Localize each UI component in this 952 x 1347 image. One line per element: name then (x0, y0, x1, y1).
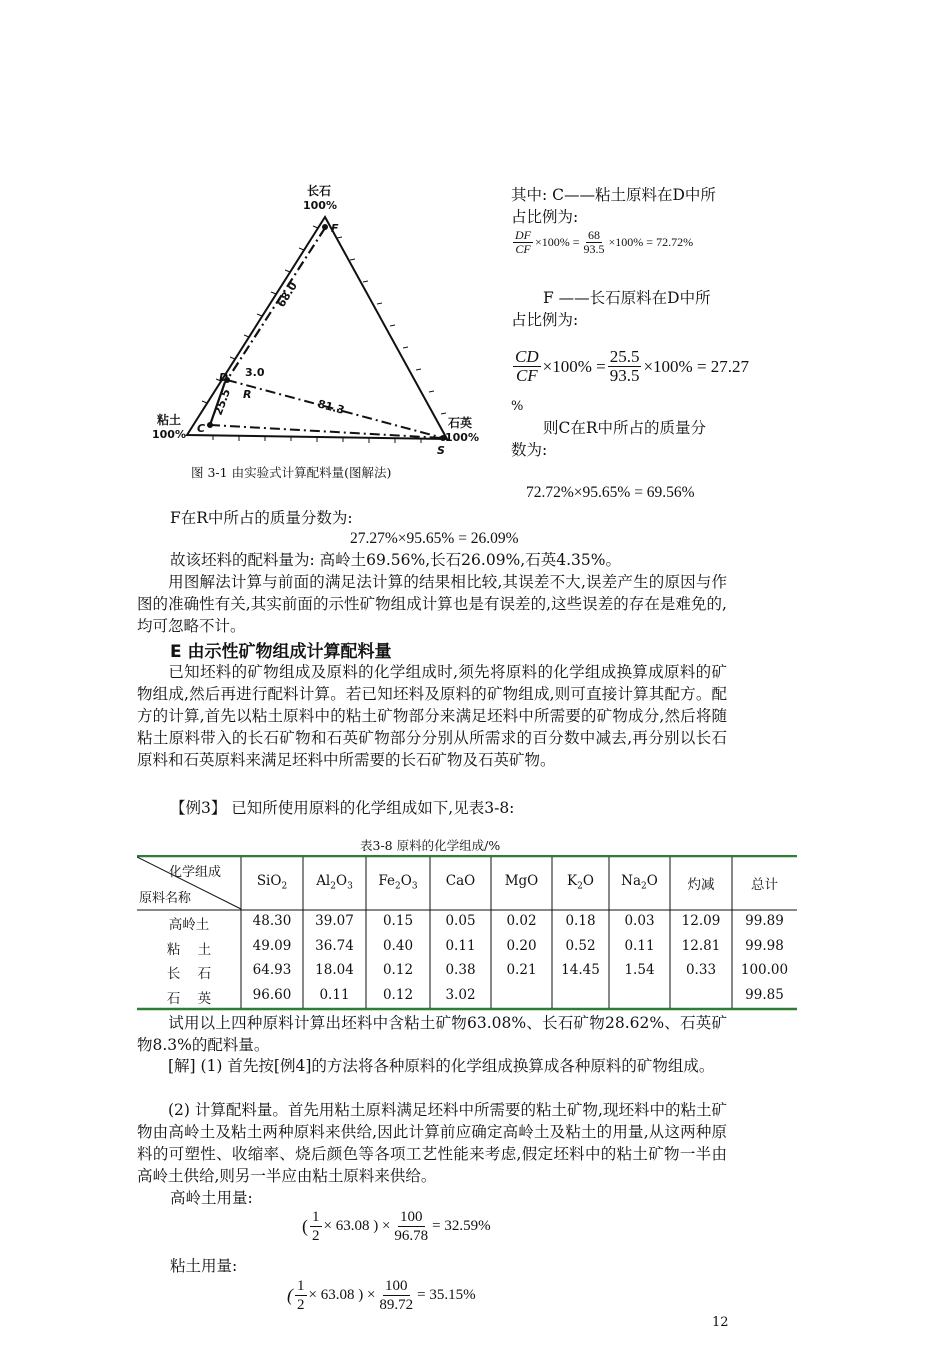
table-row-name: 粘 土 (166, 941, 212, 958)
formula-2 (511, 348, 749, 385)
f1-num1: DF (515, 228, 531, 242)
table-cell: 0.20 (506, 937, 537, 954)
right-line-3: F ——长石原料在D中所 (543, 289, 711, 307)
ternary-diagram (145, 180, 495, 465)
table-header-cell: 灼减 (687, 877, 715, 893)
para-solution-1 (137, 1055, 727, 1077)
table-header-cell: MgO (504, 873, 539, 889)
table-row-name: 高岭土 (168, 917, 210, 933)
table-cell: 18.04 (315, 962, 354, 978)
table-row-name: 石 英 (166, 990, 212, 1007)
value-68: 68.0 (274, 279, 300, 310)
para-question (137, 1012, 727, 1056)
table-caption: 表3-8 原料的化学组成/% (360, 838, 501, 853)
f2-num1: CD (515, 347, 539, 366)
table-cell: 0.03 (624, 913, 655, 929)
f1-end: ×100% = 72.72% (608, 235, 694, 249)
f2-end: ×100% = 27.27 (643, 356, 750, 376)
point-F (322, 224, 328, 230)
table-cell: 12.81 (681, 937, 721, 954)
table-cell: 0.52 (565, 937, 596, 954)
table-cell: 0.33 (685, 962, 717, 978)
formula-4: 27.27%×95.65% = 26.09% (350, 530, 519, 547)
label-feldspar: 长石 (307, 184, 332, 198)
table-header-cell: $Fe_2O_3$ (378, 873, 418, 892)
para-kaolin-amount: 高岭土用量: (170, 1189, 253, 1207)
para-F-in-R: F在R中所占的质量分数为: (170, 509, 353, 527)
table-header-cell: SiO$_2$ (256, 873, 288, 892)
para-comparison-text: 用图解法计算与前面的满足法计算的结果相比较,其误差不大,误差产生的原因与作图的准确性有关,其实前面的示性矿物组成计算也是有误差的,这些误差的存在是难免的,均可忽略不计。 (137, 573, 727, 635)
page-number: 12 (712, 1315, 729, 1330)
f5-open: ( (302, 1216, 308, 1236)
para-method (137, 661, 727, 771)
table-cell: 14.45 (561, 962, 600, 978)
para-result: 故该坯料的配料量为: 高岭土69.56%,长石26.09%,石英4.35%。 (170, 551, 621, 569)
right-edge-ticks (337, 237, 446, 414)
f5-n1: 1 (312, 1209, 320, 1225)
point-S-label: S (437, 444, 445, 457)
formula-3: 72.72%×95.65% = 69.56% (526, 484, 695, 501)
label-clay: 粘土 (157, 413, 182, 427)
table-cell: 99.85 (745, 986, 784, 1003)
table-cell: 96.60 (252, 986, 292, 1003)
table-cell: 48.30 (252, 913, 292, 929)
table-header-cell: $Al_2O_3$ (316, 873, 353, 892)
corner-bottom: 原料名称 (139, 891, 192, 906)
table-cell: 99.89 (745, 913, 784, 929)
table-cell: 0.11 (445, 937, 476, 954)
table-cell: 1.54 (624, 962, 655, 978)
right-line-6: 数为: (511, 441, 548, 459)
f1-mid: ×100% = (535, 235, 580, 249)
table-cell: 0.12 (382, 962, 414, 978)
f2-num2: 25.5 (609, 347, 640, 366)
f6-d2: 89.72 (379, 1297, 414, 1313)
formula-5 (302, 1208, 491, 1245)
right-line-5: 则C在R中所占的质量分 (543, 419, 707, 437)
f2-den1: CF (515, 366, 538, 385)
point-C-label: C (197, 422, 206, 435)
point-R-label: R (243, 388, 252, 401)
table-cell: 100.00 (740, 962, 789, 978)
table-header-cell: $Na_2O$ (621, 873, 658, 892)
f1-num2: 68 (588, 228, 601, 242)
f5-end: = 32.59% (432, 1218, 491, 1234)
para-question-text: 试用以上四种原料计算出坯料中含粘土矿物63.08%、长石矿物28.62%、石英矿物8.3%的配料量。 (137, 1014, 727, 1054)
table-cell: 0.15 (382, 913, 414, 929)
table-cell: 0.12 (382, 986, 414, 1003)
f1-den2: 93.5 (583, 242, 605, 256)
table-cell: 0.38 (445, 962, 476, 978)
table-cell: 64.93 (252, 962, 292, 978)
table-cell: 12.09 (681, 913, 721, 929)
para-method-text: 已知坯料的矿物组成及原料的化学组成时,须先将原料的化学组成换算成原料的矿物组成,然后再进行配料计算。若已知坯料及原料的矿物组成,则可直接计算其配方。配方的计算,首先以粘土原料中的粘土矿物部分来满足坯料中所需要的矿物成分,然后将随粘土原料带入的长石矿物和石英矿物部分分别从所需求的百分数中减去,再分别以长石原料和石英原料来满足坯料中所需要的长石矿物及石英矿物。 (137, 663, 727, 769)
table-cell: 0.11 (624, 937, 655, 954)
point-F-label: F (331, 222, 339, 235)
table-cell: 99.98 (745, 937, 784, 954)
f2-den2: 93.5 (609, 366, 640, 385)
label-clay-pct: 100% (152, 428, 186, 441)
para-clay-amount: 粘土用量: (170, 1257, 238, 1275)
table-cell: 36.74 (315, 937, 354, 954)
para-solution-1-text: [解] (1) 首先按[例4]的方法将各种原料的化学组成换算成各种原料的矿物组成。 (168, 1057, 715, 1075)
table-cell: 0.21 (506, 962, 537, 978)
para-example: 【例3】 已知所使用原料的化学组成如下,见表3-8: (170, 799, 515, 817)
para-solution-2 (137, 1099, 727, 1187)
value-81: 81.3 (316, 397, 346, 417)
label-feldspar-pct: 100% (303, 199, 337, 212)
f6-d1: 2 (297, 1297, 305, 1313)
right-line-4: 占比例为: (511, 311, 579, 329)
f5-mid: × 63.08 ) × (323, 1218, 391, 1234)
corner-top: 化学组成 (169, 865, 222, 880)
formula-1 (511, 229, 693, 256)
table-cell: 0.40 (382, 937, 414, 954)
table-cell: 49.09 (252, 937, 292, 954)
f6-mid: × 63.08 ) × (308, 1287, 376, 1303)
f6-n2: 100 (385, 1278, 408, 1294)
f6-open: ( (287, 1285, 293, 1305)
table-cell: 0.18 (565, 913, 596, 929)
f5-n2: 100 (400, 1209, 423, 1225)
table-cell: 0.02 (506, 913, 537, 929)
right-line-1: 其中: C——粘土原料在D中所 (511, 186, 716, 204)
value-25: 25.5 (211, 387, 234, 418)
f6-n1: 1 (297, 1278, 305, 1294)
point-D-label: D (219, 371, 229, 384)
right-line-2: 占比例为: (511, 208, 579, 226)
label-quartz: 石英 (448, 416, 473, 430)
f6-end: = 35.15% (417, 1287, 476, 1303)
table-cell: 0.11 (319, 986, 350, 1003)
table-row-name: 长 石 (166, 966, 212, 982)
para-comparison (137, 571, 727, 637)
figure-caption: 图 3-1 由实验式计算配料量(图解法) (191, 465, 392, 480)
table-cell: 39.07 (315, 913, 354, 929)
f1-den1: CF (515, 242, 531, 256)
table-header-cell: $K_2O$ (567, 873, 594, 892)
table-header-cell: 总计 (751, 877, 778, 893)
f5-d1: 2 (312, 1228, 320, 1244)
table-header-cell: CaO (445, 873, 476, 889)
table-cell: 0.05 (445, 913, 476, 929)
formula-6 (287, 1277, 476, 1314)
label-quartz-pct: 100% (445, 431, 479, 444)
f2-mid: ×100% = (542, 356, 606, 376)
para-solution-2-text: (2) 计算配料量。首先用粘土原料满足坯料中所需要的粘土矿物,现坯料中的粘土矿物由高岭土及粘土两种原料来供给,因此计算前应确定高岭土及粘土的用量,从这两种原料的可塑性、收缩率、烧后颜色等各项工艺性能来考虑,假定坯料中的粘土矿物一半由高岭土供给,则另一半应由粘土原料来供给。 (137, 1101, 727, 1185)
point-C (207, 422, 213, 428)
value-3: 3.0 (245, 366, 265, 379)
section-heading: E 由示性矿物组成计算配料量 (170, 642, 392, 662)
table-cell: 3.02 (445, 986, 476, 1003)
formula-2-pct: % (511, 399, 524, 414)
f5-d2: 96.78 (394, 1228, 429, 1244)
